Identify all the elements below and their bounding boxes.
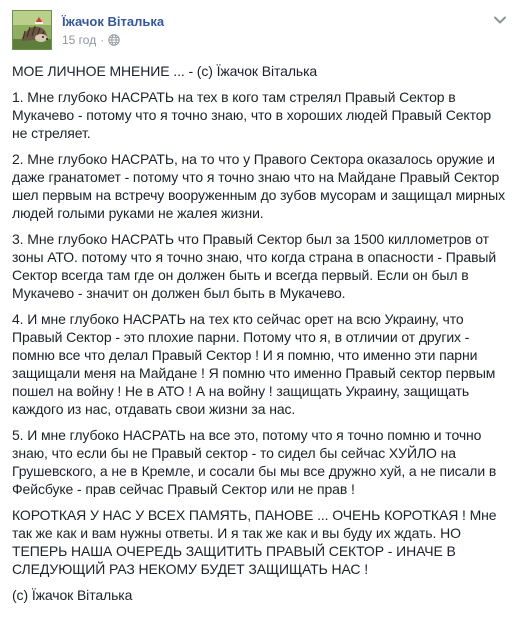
post-paragraph-0: МОЕ ЛИЧНОЕ МНЕНИЕ ... - (с) Їжачок Віталька xyxy=(12,63,318,79)
post-header xyxy=(12,10,510,60)
post-body xyxy=(12,62,510,604)
post-paragraph-3: 3. Мне глубоко НАСРАТЬ что Правый Сектор был за 1500 киллометров от зоны АТО. потому что я точно знаю, что когда страна в опасности - Правый Сектор всегда там где он должен быть и всегда первый. Если он был в Мукачево - значит он должен был быть в Мукачево. xyxy=(12,231,497,301)
globe-icon[interactable] xyxy=(108,34,120,46)
post-paragraph-5: 5. И мне глубоко НАСРАТЬ на все это, потому что я точно помню и точно знаю, что если бы не Правый сектор - то сидел бы сейчас ХУЙЛО на Грушевского, а не в Кремле, и сосали бы мы все дружно хуй, а не писали в Фейсбуке - прав сейчас Правый Сектор или не прав ! xyxy=(12,427,497,497)
post-paragraph-1: 1. Мне глубоко НАСРАТЬ на тех в кого там стрелял Правый Сектор в Мукачево - потому что я точно знаю, что в хороших людей Правый Сектор не стреляет. xyxy=(12,89,492,141)
chevron-down-icon[interactable] xyxy=(490,10,510,30)
meta-separator: · xyxy=(100,33,105,47)
post-paragraph-7: (с) Їжачок Віталька xyxy=(12,587,133,603)
post-paragraph-2: 2. Мне глубоко НАСРАТЬ, на то что у Правого Сектора оказалось оружие и даже гранатомет - потому что я точно знаю что на Майдане Правый Сектор шел первым на встречу вооруженным до зубов мусорам и защищал мирных людей голыми руками не жалея жизни. xyxy=(12,151,505,221)
post-subline xyxy=(62,32,164,48)
post-paragraph-6: КОРОТКАЯ У НАС У ВСЕХ ПАМЯТЬ, ПАНОВЕ ... ОЧЕНЬ КОРОТКАЯ ! Мне так же как и вам нужны ответы. И я так же как и вы буду их ждать. НО ТЕПЕРЬ НАША ОЧЕРЕДЬ ЗАЩИТИТЬ ПРАВЫЙ СЕКТОР - ИНАЧЕ В СЛЕДУЮЩИЙ РАЗ НЕКОМУ БУДЕТ ЗАЩИЩАТЬ НАС ! xyxy=(12,507,497,577)
hedgehog-avatar-icon xyxy=(13,11,52,50)
author-avatar[interactable] xyxy=(12,10,52,50)
post-meta xyxy=(62,10,164,48)
post-timestamp[interactable]: 15 год xyxy=(62,33,97,47)
author-name[interactable]: Їжачок Віталька xyxy=(62,14,165,29)
post-paragraph-4: 4. И мне глубоко НАСРАТЬ на тех кто сейчас орет на всю Украину, что Правый Сектор - это плохие парни. Потому что я, в отличии от других - помню все что делал Правый Сектор ! И я помню, что именно эти парни защищали меня на Майдане ! Я помню что именно Правый сектор первым пошел на войну ! Не в АТО ! А на войну ! защищать Украину, защищать каждого из нас, отдавать свои жизни за нас. xyxy=(12,311,496,417)
